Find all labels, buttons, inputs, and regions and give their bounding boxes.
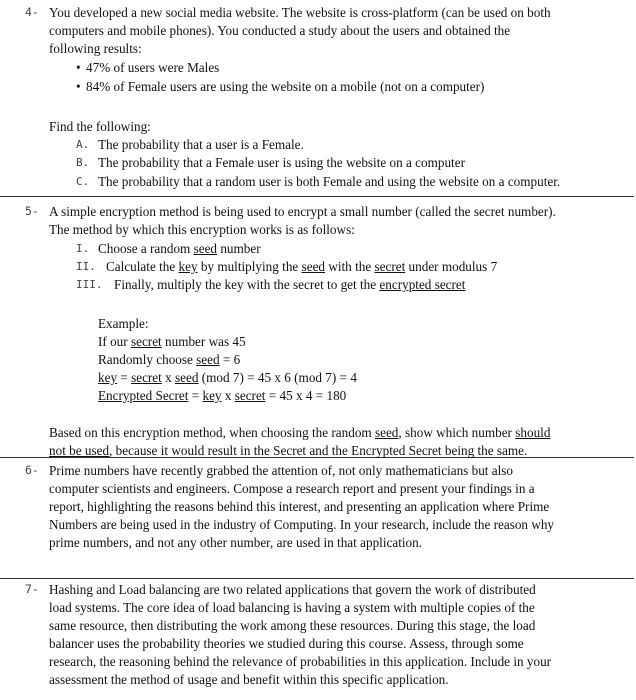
example-line: Randomly choose seed = 6 [98, 352, 241, 367]
question-text-line: following results: [49, 41, 142, 56]
question-text-line: report, highlighting the reasons behind this interest, and presenting an application where Prime [49, 499, 550, 514]
question-text-line: prime numbers, and not any other number, are used in that application. [49, 535, 423, 550]
example-line: key = secret x seed (mod 7) = 45 x 6 (mod 7) = 4 [98, 370, 357, 385]
question-text-line: load systems. The core idea of load balancing is having a system with multiple copies of the [49, 600, 535, 615]
question-number: 7- [25, 582, 39, 596]
question-text-line: research, the reasoning behind the relevance of probabilities in this application. Include in your [49, 654, 552, 669]
step-text: Choose a random seed number [98, 241, 261, 256]
question-text-line: same resource, then distributing the work among these resources. During this stage, the load [49, 618, 536, 633]
question-text-line: The method by which this encryption works is as follows: [49, 222, 355, 237]
question-text-line: A simple encryption method is being used to encrypt a small number (called the secret number). [49, 204, 556, 219]
example-line: If our secret number was 45 [98, 334, 246, 349]
item-text: The probability that a Female user is using the website on a computer [98, 155, 465, 170]
step-label: I. [76, 242, 90, 255]
question-prompt-line: Based on this encryption method, when choosing the random seed, show which number should [49, 425, 551, 440]
example-title: Example: [98, 316, 149, 331]
question-text-line: Hashing and Load balancing are two related applications that govern the work of distributed [49, 582, 536, 597]
item-label: A. [76, 138, 90, 151]
question-prompt-line: not be used, because it would result in the Secret and the Encrypted Secret being the same. [49, 443, 528, 458]
step-text: Finally, multiply the key with the secret to get the encrypted secret [114, 277, 466, 292]
question-number: 6- [25, 463, 39, 477]
bullet-icon: • [76, 60, 81, 75]
item-text: The probability that a user is a Female. [98, 137, 304, 152]
question-7 [0, 578, 634, 700]
question-text-line: balancer uses the probability theories we studied during this course. Assess, through some [49, 636, 524, 651]
step-label: II. [76, 260, 96, 273]
question-text-line: assessment the method of usage and benefit within this specific application. [49, 672, 449, 687]
question-number: 4- [25, 5, 39, 19]
example-line: Encrypted Secret = key x secret = 45 x 4 = 180 [98, 388, 347, 403]
question-text-line: You developed a new social media website. The website is cross-platform (can be used on both [49, 5, 551, 20]
question-6 [0, 458, 634, 578]
question-text-line: computers and mobile phones). You conducted a study about the users and obtained the [49, 23, 511, 38]
question-text-line: Numbers are being used in the industry of Computing. In your research, include the reason why [49, 517, 555, 532]
bullet-icon: • [76, 79, 81, 94]
question-4 [0, 0, 634, 197]
question-number: 5- [25, 204, 39, 218]
bullet-item: 47% of users were Males [86, 60, 220, 75]
find-heading: Find the following: [49, 119, 151, 134]
bullet-item: 84% of Female users are using the website on a mobile (not on a computer) [86, 79, 485, 94]
step-label: III. [76, 278, 103, 291]
question-text-line: Prime numbers have recently grabbed the attention of, not only mathematicians but also [49, 463, 513, 478]
question-5 [0, 197, 634, 458]
item-label: C. [76, 175, 90, 188]
item-text: The probability that a random user is both Female and using the website on a computer. [98, 174, 561, 189]
question-text-line: computer scientists and engineers. Compose a research report and present your findings in a [49, 481, 535, 496]
item-label: B. [76, 156, 90, 169]
step-text: Calculate the key by multiplying the seed with the secret under modulus 7 [106, 259, 498, 274]
